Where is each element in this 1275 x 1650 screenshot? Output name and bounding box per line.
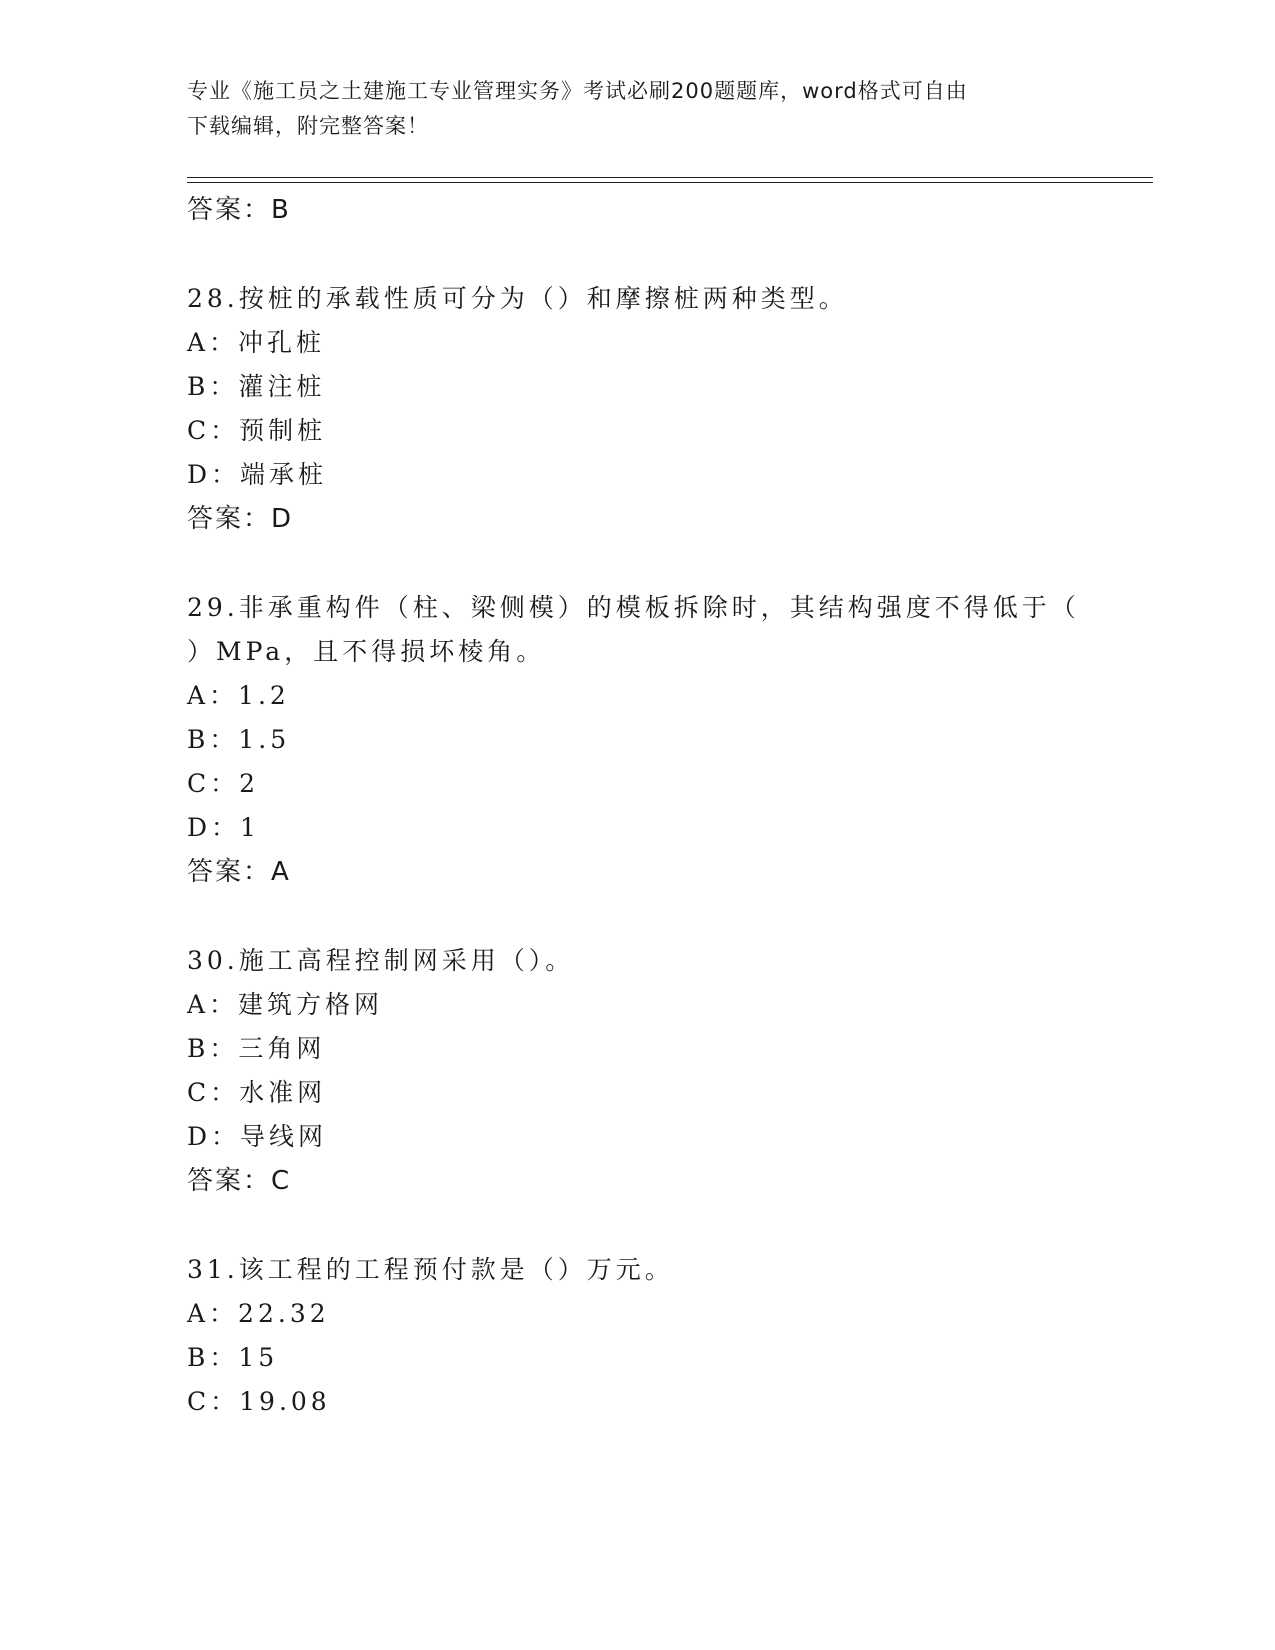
question-29-answer: 答案：A: [187, 857, 291, 887]
question-29-option-d: D：1: [187, 813, 260, 842]
question-28-option-d: D：端承桩: [187, 460, 328, 489]
document-header: [187, 74, 1067, 144]
question-29-stem-line-1: 29.非承重构件（柱、梁侧模）的模板拆除时，其结构强度不得低于（: [187, 593, 1080, 622]
question-30-option-d: D：导线网: [187, 1122, 328, 1151]
header-line-2: 下载编辑，附完整答案！: [187, 114, 429, 138]
question-28-option-a: A：冲孔桩: [187, 328, 326, 357]
header-divider-top: [187, 177, 1153, 178]
question-29-option-c: C：2: [187, 769, 260, 798]
previous-answer: 答案：B: [187, 195, 291, 225]
question-28-answer: 答案：D: [187, 504, 294, 534]
question-30-stem: 30.施工高程控制网采用（）。: [187, 946, 575, 975]
question-29-stem-line-2: ）MPa，且不得损坏棱角。: [187, 637, 546, 666]
question-30-answer: 答案：C: [187, 1166, 292, 1196]
question-30-option-c: C：水准网: [187, 1078, 327, 1107]
question-28-option-b: B：灌注桩: [187, 372, 326, 401]
question-28-stem: 28.按桩的承载性质可分为（）和摩擦桩两种类型。: [187, 284, 848, 313]
header-line-1: 专业《施工员之土建施工专业管理实务》考试必刷200题题库，word格式可自由: [187, 79, 968, 103]
question-31-option-b: B：15: [187, 1343, 279, 1372]
question-31-stem: 31.该工程的工程预付款是（）万元。: [187, 1255, 674, 1284]
question-29-option-b: B：1.5: [187, 725, 291, 754]
question-29-option-a: A：1.2: [187, 681, 290, 710]
question-28-option-c: C：预制桩: [187, 416, 327, 445]
question-31-option-c: C：19.08: [187, 1387, 331, 1416]
question-30-option-b: B：三角网: [187, 1034, 326, 1063]
question-31-option-a: A：22.32: [187, 1299, 330, 1328]
question-30-option-a: A：建筑方格网: [187, 990, 384, 1019]
header-divider-bottom: [187, 182, 1153, 183]
